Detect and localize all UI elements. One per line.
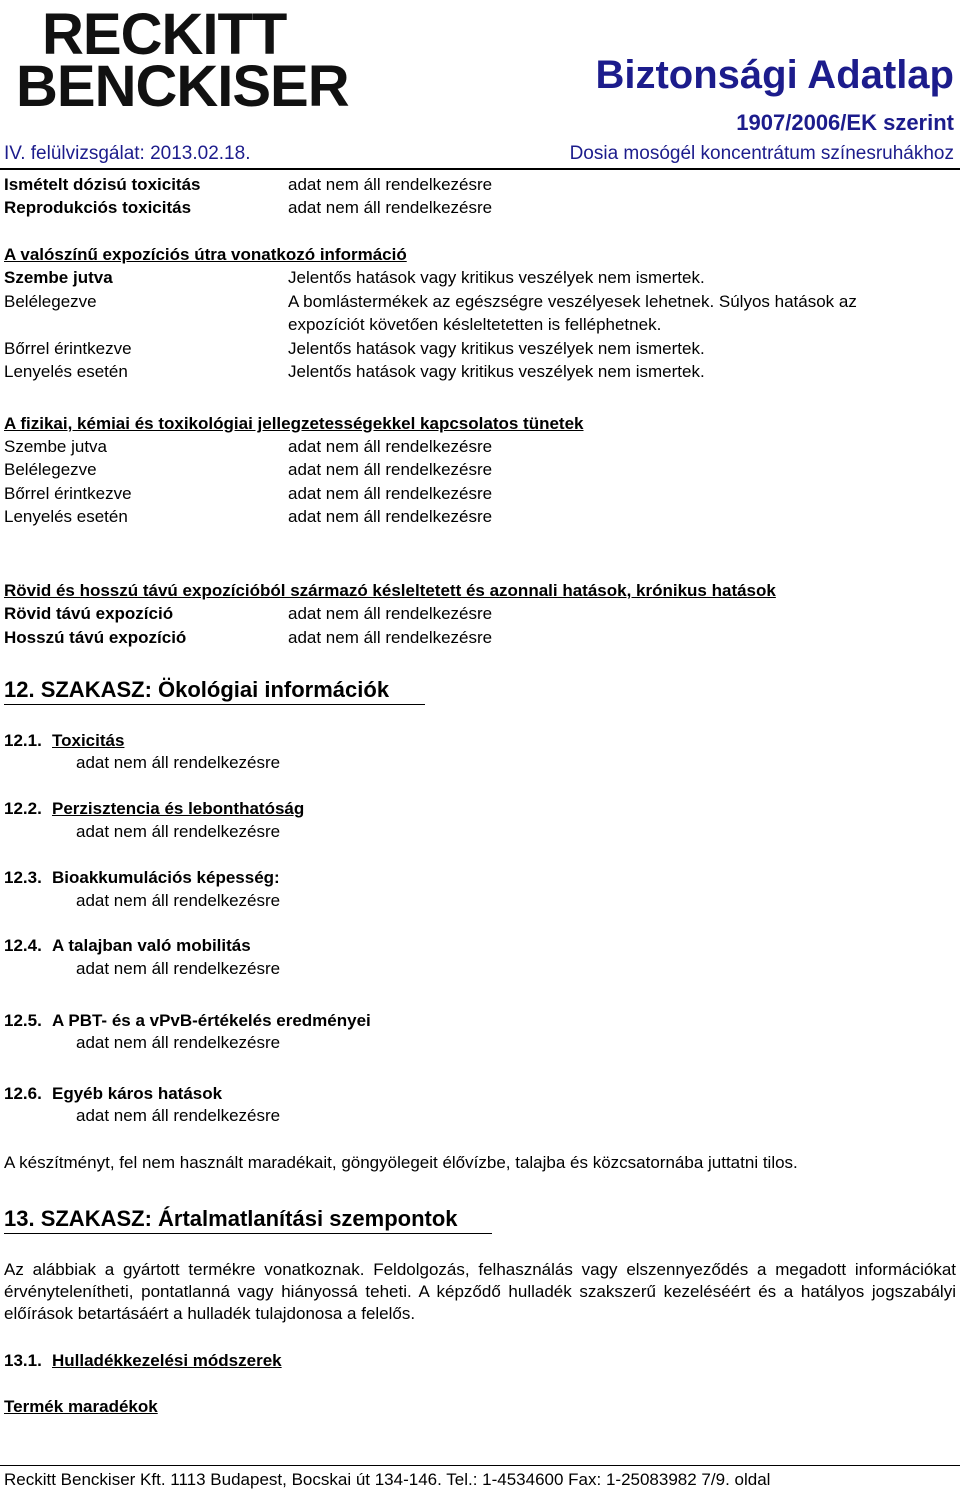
effect-value: adat nem áll rendelkezésre (288, 604, 493, 623)
symptom-value: adat nem áll rendelkezésre (288, 507, 493, 526)
subsection-title: Egyéb káros hatások (52, 1084, 223, 1103)
symptom-label: Lenyelés esetén (4, 507, 128, 526)
section-12-underline (4, 704, 425, 705)
exposure-route-value: Jelentős hatások vagy kritikus veszélyek nem ismertek. (288, 339, 705, 358)
symptom-value: adat nem áll rendelkezésre (288, 484, 493, 503)
toxicity-label: Ismételt dózisú toxicitás (4, 175, 201, 194)
subsection-value: adat nem áll rendelkezésre (76, 1033, 281, 1052)
revision-date: IV. felülvizsgálat: 2013.02.18. (4, 143, 251, 164)
symptom-label: Bőrrel érintkezve (4, 484, 132, 503)
regulation-reference: 1907/2006/EK szerint (736, 110, 954, 135)
exposure-route-label: Belélegezve (4, 292, 97, 311)
subsection-title: Termék maradékok (4, 1397, 158, 1416)
effects-heading: Rövid és hosszú távú expozícióból származó késleltetett és azonnali hatások, krónikus hatások (4, 581, 776, 600)
subsection-title: A PBT- és a vPvB-értékelés eredményei (52, 1011, 371, 1030)
disposal-note: A készítményt, fel nem használt maradékait, göngyölegeit élővízbe, talajba és közcsatornába juttatni tilos. (4, 1153, 798, 1172)
effect-label: Rövid távú expozíció (4, 604, 174, 623)
exposure-route-value-cont: expozíciót követően késleltetetten is felléphetnek. (288, 315, 662, 334)
subsection-value: adat nem áll rendelkezésre (76, 753, 281, 772)
subsection-number: 12.5. (4, 1011, 42, 1030)
exposure-route-value: Jelentős hatások vagy kritikus veszélyek nem ismertek. (288, 268, 705, 287)
logo-line-2: BENCKISER (16, 54, 349, 119)
subsection-value: adat nem áll rendelkezésre (76, 891, 281, 910)
header-divider (0, 168, 960, 170)
toxicity-value: adat nem áll rendelkezésre (288, 175, 493, 194)
section-13-paragraph: Az alábbiak a gyártott termékre vonatkoznak. Feldolgozás, felhasználás vagy elszennyeződés a megadott információkat érvénytelenítheti, pontatlanná vagy hiányossá teheti. A képződő hulladék szakszerű kezeléséért és a hatályos jogszabályi előírások betartásáért a hulladék tulajdonosa a felelős. (4, 1260, 956, 1323)
exposure-route-label: Lenyelés esetén (4, 362, 128, 381)
document-title: Biztonsági Adatlap (595, 53, 954, 97)
subsection-title: Bioakkumulációs képesség: (52, 868, 280, 887)
exposure-route-label: Szembe jutva (4, 268, 113, 287)
subsection-title: Perzisztencia és lebonthatóság (52, 799, 305, 818)
subsection-value: adat nem áll rendelkezésre (76, 1106, 281, 1125)
subsection-value: adat nem áll rendelkezésre (76, 959, 281, 978)
effect-label: Hosszú távú expozíció (4, 628, 187, 647)
subsection-value: adat nem áll rendelkezésre (76, 822, 281, 841)
product-name: Dosia mosógél koncentrátum színesruhákhoz (569, 143, 954, 164)
toxicity-value: adat nem áll rendelkezésre (288, 198, 493, 217)
subsection-number: 12.1. (4, 731, 42, 750)
symptom-value: adat nem áll rendelkezésre (288, 460, 493, 479)
subsection-number: 12.4. (4, 936, 42, 955)
subsection-title: Toxicitás (52, 731, 125, 750)
subsection-title: Hulladékkezelési módszerek (52, 1351, 282, 1370)
subsection-title: A talajban való mobilitás (52, 936, 251, 955)
exposure-routes-heading: A valószínű expozíciós útra vonatkozó információ (4, 245, 407, 264)
exposure-route-value: Jelentős hatások vagy kritikus veszélyek nem ismertek. (288, 362, 705, 381)
logo-line-1: RECKITT (42, 2, 287, 67)
symptom-value: adat nem áll rendelkezésre (288, 437, 493, 456)
logo-graphic (6, 2, 349, 119)
section-12-heading: 12. SZAKASZ: Ökológiai információk (4, 677, 390, 702)
exposure-route-value: A bomlástermékek az egészségre veszélyesek lehetnek. Súlyos hatások az (288, 292, 857, 311)
company-logo (6, 2, 349, 119)
subsection-number: 12.3. (4, 868, 42, 887)
section-13-heading: 13. SZAKASZ: Ártalmatlanítási szempontok (4, 1206, 458, 1231)
subsection-number: 13.1. (4, 1351, 42, 1370)
subsection-number: 12.6. (4, 1084, 42, 1103)
symptom-label: Szembe jutva (4, 437, 107, 456)
effect-value: adat nem áll rendelkezésre (288, 628, 493, 647)
exposure-route-label: Bőrrel érintkezve (4, 339, 132, 358)
symptoms-heading: A fizikai, kémiai és toxikológiai jellegzetességekkel kapcsolatos tünetek (4, 414, 584, 433)
footer-text: Reckitt Benckiser Kft. 1113 Budapest, Bocskai út 134-146. Tel.: 1-4534600 Fax: 1-25083982 7/9. oldal (4, 1470, 771, 1489)
toxicity-label: Reprodukciós toxicitás (4, 198, 192, 217)
symptom-label: Belélegezve (4, 460, 97, 479)
section-13-underline (4, 1233, 492, 1234)
subsection-number: 12.2. (4, 799, 42, 818)
footer-divider (0, 1465, 960, 1466)
